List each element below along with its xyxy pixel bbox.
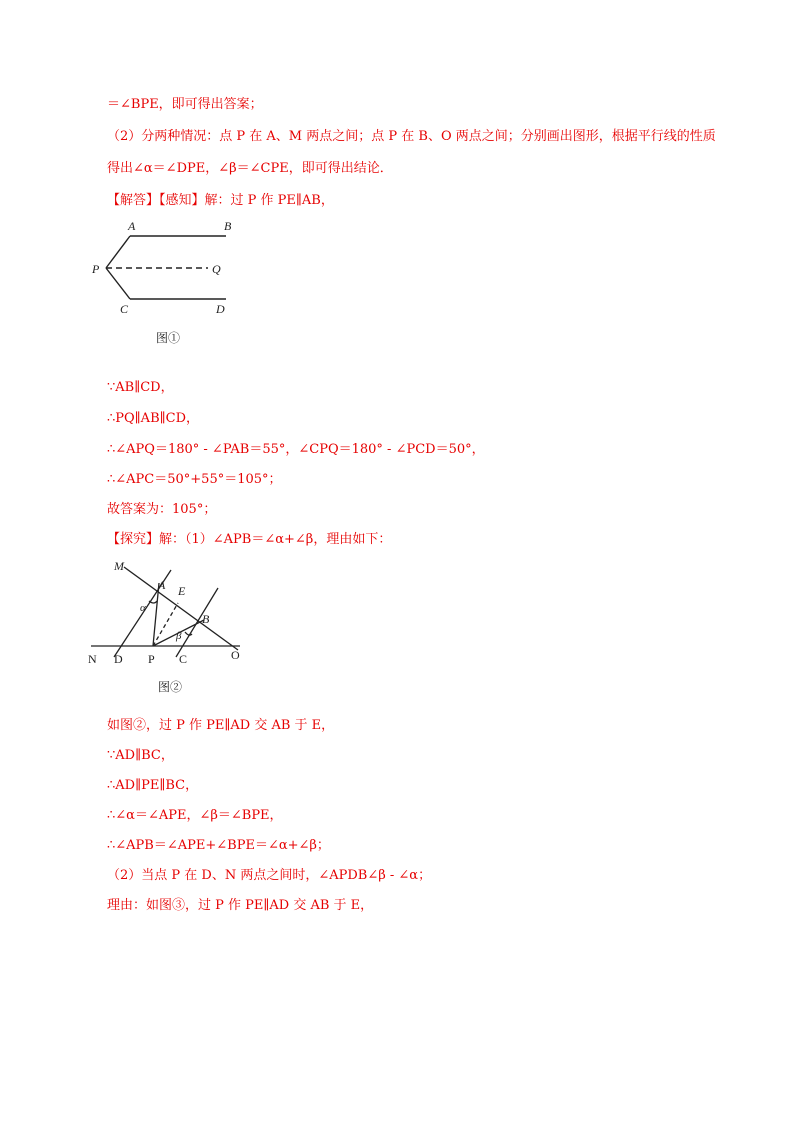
text-line-2: （2）分两种情况：点 P 在 A、M 两点之间；点 P 在 B、O 两点之间；分别画出图形，根据平行线的性质 [107,129,716,144]
label-p: P [92,262,100,276]
text-line-15: ∴∠APB＝∠APE+∠BPE＝∠α+∠β； [107,838,330,853]
text-line-16: （2）当点 P 在 D、N 两点之间时，∠APDB∠β - ∠α； [107,868,432,883]
label-alpha: α [140,602,146,614]
label-b: B [224,219,232,233]
text-line-14: ∴∠α＝∠APE，∠β＝∠BPE， [107,808,283,823]
text-line-10: 【探究】解：（1）∠APB＝∠α+∠β，理由如下： [107,532,392,547]
label-b2: B [202,612,210,626]
figure-1 [88,212,248,352]
text-line-9: 故答案为：105°； [107,502,217,517]
label-a: A [128,219,136,233]
figure-2-caption: 图② [158,680,183,694]
text-line-11: 如图②，过 P 作 PE∥AD 交 AB 于 E， [107,718,335,733]
text-line-12: ∵AD∥BC， [107,748,174,763]
label-q: Q [212,262,221,276]
label-m: M [114,559,124,573]
line-pc [106,268,130,299]
text-line-17: 理由：如图③，过 P 作 PE∥AD 交 AB 于 E， [107,898,374,913]
text-line-13: ∴AD∥PE∥BC， [107,778,199,793]
label-n: N [88,652,97,666]
label-d: D [216,302,225,316]
text-line-1: ＝∠BPE，即可得出答案； [107,97,263,112]
text-line-4: 【解答】【感知】解：过 P 作 PE∥AB， [107,193,334,208]
text-line-6: ∴PQ∥AB∥CD， [107,411,199,426]
line-cb [176,588,218,657]
text-line-7: ∴∠APQ＝180° - ∠PAB＝55°，∠CPQ＝180° - ∠PCD＝50°， [107,442,485,457]
text-line-8: ∴∠APC＝50°+55°＝105°； [107,472,282,487]
figure-1-caption: 图① [156,331,181,345]
label-e: E [178,584,186,598]
text-line-3: 得出∠α＝∠DPE，∠β＝∠CPE，即可得出结论． [107,161,393,176]
label-a2: A [158,578,166,592]
figure-2 [88,555,258,705]
line-ap [106,236,130,268]
text-line-5: ∵AB∥CD， [107,380,174,395]
label-c2: C [179,652,188,666]
label-beta: β [176,630,182,642]
label-o: O [231,648,240,662]
label-d2: D [114,652,123,666]
label-c: C [120,302,129,316]
label-p2: P [148,652,155,666]
